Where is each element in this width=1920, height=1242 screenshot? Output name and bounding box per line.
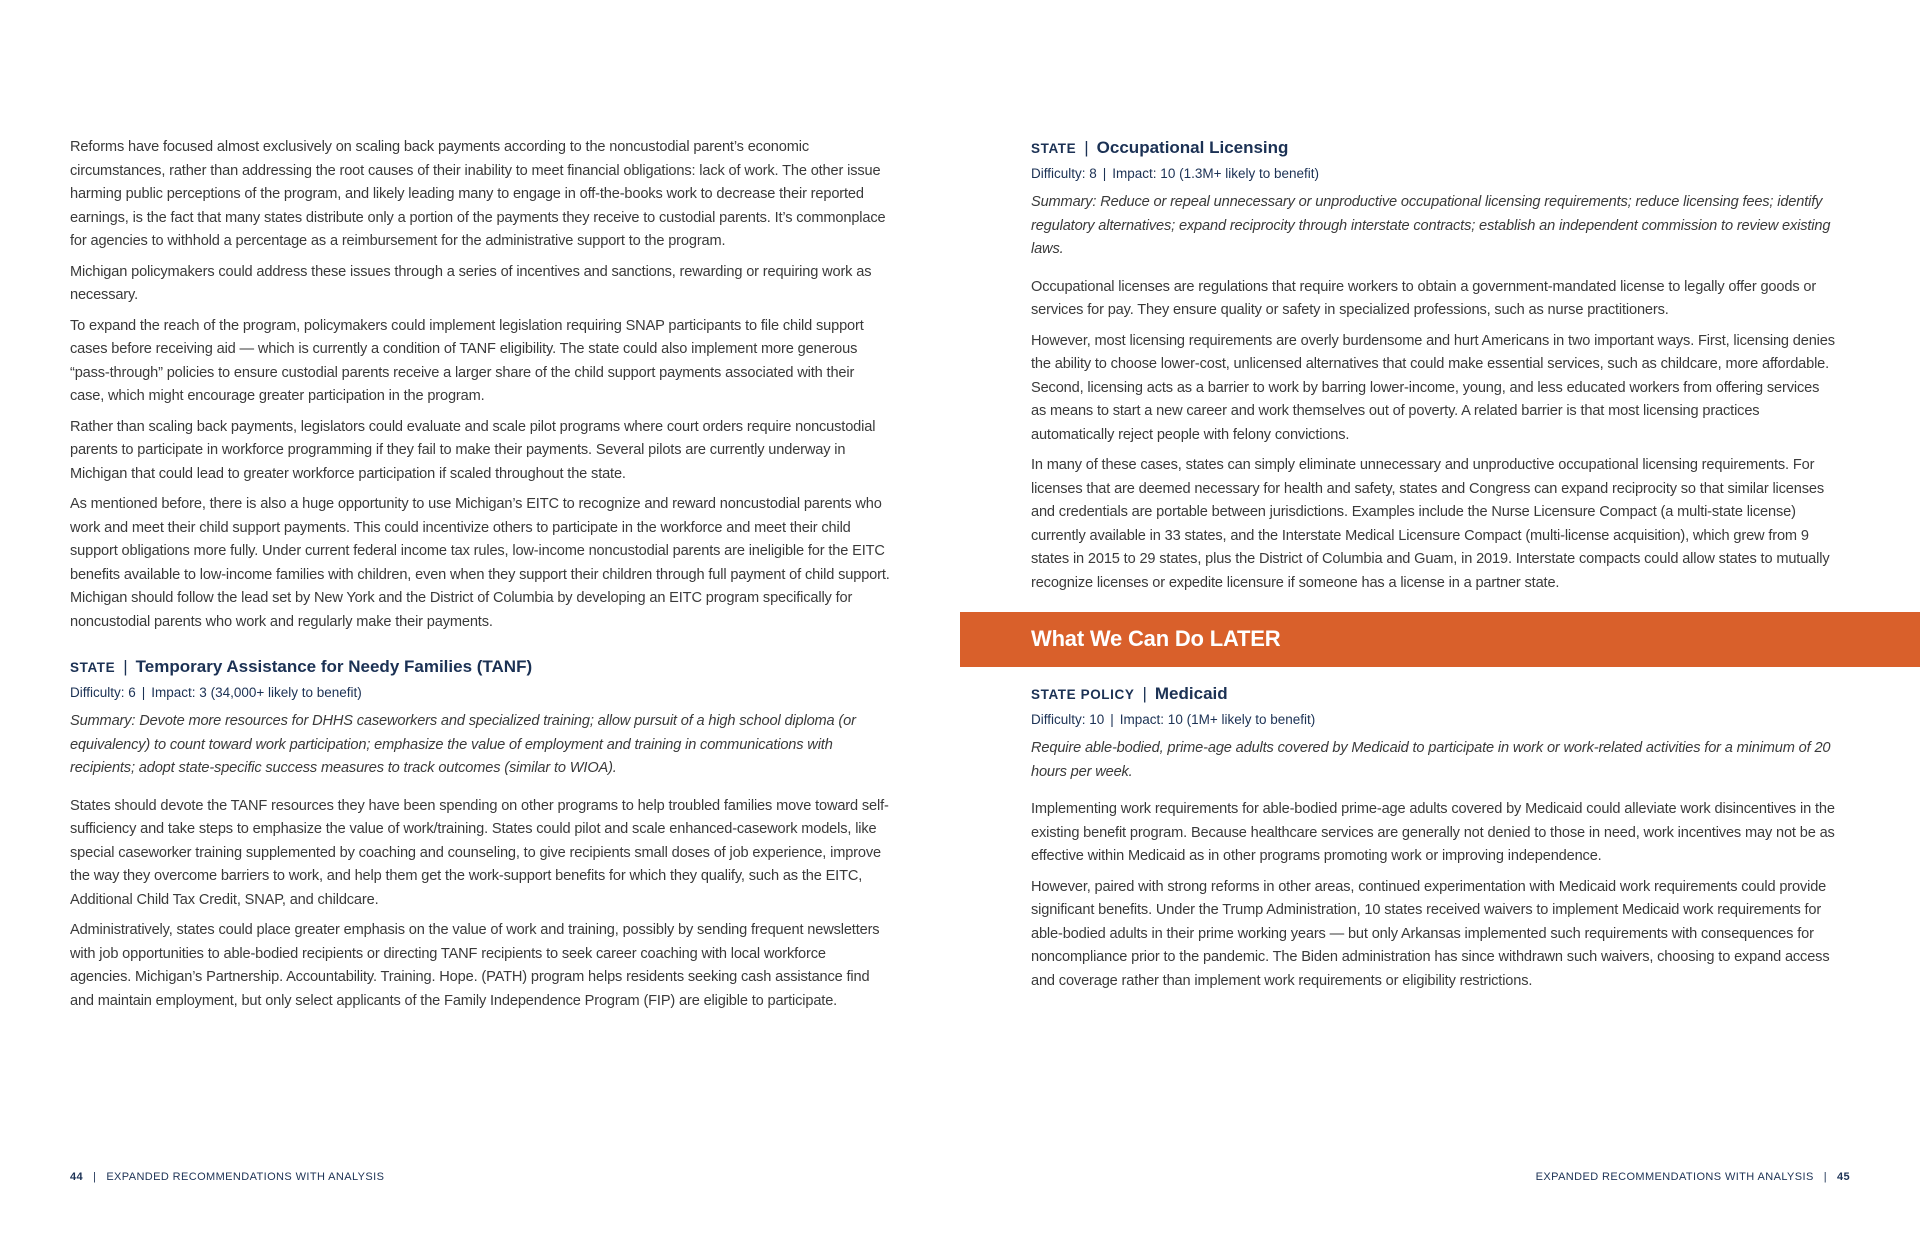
tanf-summary: Summary: Devote more resources for DHHS caseworkers and specialized training; allow pursuit of a high school diploma (or equivalency) to count toward work participation; emphasize the value of employment and training in communications with recipients; adopt state-specific success measures to track outcomes (similar to WIOA). bbox=[70, 713, 856, 776]
footer-section-label: EXPANDED RECOMMENDATIONS WITH ANALYSIS bbox=[1535, 1171, 1814, 1183]
impact-rating: Impact: 10 (1.3M+ likely to benefit) bbox=[1112, 166, 1320, 181]
section-kind-label: STATE POLICY bbox=[1031, 687, 1135, 702]
body-paragraph: Michigan policymakers could address these issues through a series of incentives and sanctions, rewarding or requiring work as necessary. bbox=[70, 263, 872, 303]
page-number: 45 bbox=[1836, 1171, 1850, 1183]
tanf-section-heading bbox=[70, 655, 890, 680]
licensing-metrics bbox=[1031, 163, 1837, 185]
metrics-separator: | bbox=[141, 685, 146, 700]
impact-rating: Impact: 3 (34,000+ likely to benefit) bbox=[151, 685, 362, 700]
section-banner bbox=[960, 612, 1920, 667]
section-title: Occupational Licensing bbox=[1096, 138, 1289, 157]
body-paragraph: Implementing work requirements for able-bodied prime-age adults covered by Medicaid could alleviate work disincentives in the existing benefit program. Because healthcare services are generally not denied to those in need, work incentives may not be as effective within Medicaid as in other programs promoting work or improving independence. bbox=[1031, 801, 1835, 864]
body-paragraph: Reforms have focused almost exclusively on scaling back payments according to the noncustodial parent’s economic circumstances, rather than addressing the root causes of their inability to meet financial obligations: lack of work. The other issue harming public perceptions of the program, and likely leading many to engage in off-the-books work to decrease their reported earnings, is the fact that many states distribute only a portion of the payments they receive to custodial parents. It’s commonplace for agencies to withhold a percentage as a reimbursement for the administrative support to the program. bbox=[70, 139, 886, 249]
body-paragraph: However, paired with strong reforms in other areas, continued experimentation with Medicaid work requirements could provide significant benefits. Under the Trump Administration, 10 states received waivers to implement Medicaid work requirements for able-bodied adults in their prime working years — but only Arkansas implemented such requirements with consequences for noncompliance prior to the pandemic. The Biden administration has since withdrawn such waivers, choosing to expand access and coverage rather than implement work requirements or eligibility restrictions. bbox=[1031, 878, 1830, 989]
right-page-footer bbox=[1536, 1170, 1850, 1184]
heading-separator: | bbox=[1084, 138, 1089, 157]
footer-separator: | bbox=[93, 1171, 97, 1183]
section-title: Temporary Assistance for Needy Families (TANF) bbox=[135, 657, 533, 676]
page-number: 44 bbox=[70, 1171, 84, 1183]
body-paragraph: However, most licensing requirements are overly burdensome and hurt Americans in two important ways. First, licensing denies the ability to choose lower-cost, unlicensed alternatives that could make essential services, such as childcare, more affordable. Second, licensing acts as a barrier to work by barring lower-income, young, and less educated workers from offering services as means to start a new career and work themselves out of poverty. A related barrier is that most licensing practices automatically reject people with felony convictions. bbox=[1031, 332, 1835, 443]
right-page-lower-column bbox=[1031, 682, 1837, 1000]
body-paragraph: To expand the reach of the program, policymakers could implement legislation requiring SNAP participants to file child support cases before receiving aid — which is currently a condition of TANF eligibility. The state could also implement more generous “pass-through” policies to ensure custodial parents receive a larger share of the child support payments associated with their case, which might encourage greater participation in the program. bbox=[70, 317, 864, 404]
body-paragraph: Administratively, states could place greater emphasis on the value of work and training, possibly by sending frequent newsletters with job opportunities to able-bodied recipients or directing TANF recipients to seek career coaching with local workforce agencies. Michigan’s Partnership. Accountability. Training. Hope. (PATH) program helps residents seeking cash assistance find and maintain employment, but only select applicants of the Family Independence Program (FIP) are eligible to participate. bbox=[70, 922, 880, 1009]
section-title: Medicaid bbox=[1154, 684, 1228, 703]
body-paragraph: Rather than scaling back payments, legislators could evaluate and scale pilot programs where court orders require noncustodial parents to participate in workforce programming if they fail to make their payments. Several pilots are currently underway in Michigan that could lead to greater workforce participation if scaled throughout the state. bbox=[70, 418, 876, 482]
medicaid-section-heading bbox=[1031, 682, 1837, 707]
metrics-separator: | bbox=[1110, 712, 1114, 727]
heading-separator: | bbox=[123, 657, 128, 676]
heading-separator: | bbox=[1142, 684, 1147, 703]
body-paragraph: Occupational licenses are regulations that require workers to obtain a government-mandated license to legally offer goods or services for pay. They ensure quality or safety in specialized professions, such as nurse practitioners. bbox=[1031, 278, 1817, 318]
footer-section-label: EXPANDED RECOMMENDATIONS WITH ANALYSIS bbox=[106, 1171, 385, 1183]
body-paragraph: In many of these cases, states can simply eliminate unnecessary and unproductive occupational licensing requirements. For licenses that are deemed necessary for health and safety, states and Congress can expand reciprocity so that similar licenses and credentials are portable between jurisdictions. Examples include the Nurse Licensure Compact (a multi-state license) currently available in 33 states, and the Interstate Medical Licensure Compact (multi-license acquisition), which grew from 9 states in 2015 to 29 states, plus the District of Columbia and Guam, in 2019. Interstate compacts could allow states to mutually recognize licenses or expedite licensure if someone has a license in a partner state. bbox=[1031, 457, 1830, 591]
body-paragraph: States should devote the TANF resources they have been spending on other programs to help troubled families move toward self-sufficiency and take steps to emphasize the value of work/training. States could pilot and scale enhanced-casework models, like special caseworker training supplemented by coaching and counseling, to give recipients small doses of job experience, improve the way they overcome barriers to work, and help them get the work-support benefits for which they qualify, such as the EITC, Additional Child Tax Credit, SNAP, and childcare. bbox=[70, 797, 889, 908]
right-page-column bbox=[1031, 136, 1837, 602]
impact-rating: Impact: 10 (1M+ likely to benefit) bbox=[1119, 712, 1316, 727]
section-kind-label: STATE bbox=[1031, 141, 1077, 156]
section-kind-label: STATE bbox=[70, 660, 116, 675]
medicaid-summary: Require able-bodied, prime-age adults covered by Medicaid to participate in work or work-related activities for a minimum of 20 hours per week. bbox=[1031, 740, 1831, 780]
body-paragraph: As mentioned before, there is also a huge opportunity to use Michigan’s EITC to recognize and reward noncustodial parents who work and meet their child support payments. This could incentivize others to participate in the workforce and meet their child support obligations more fully. Under current federal income tax rules, low-income noncustodial parents are ineligible for the EITC benefits available to low-income families with children, even when they support their children through full payment of child support. Michigan should follow the lead set by New York and the District of Columbia by developing an EITC program specifically for noncustodial parents who work and regularly make their payments. bbox=[70, 496, 890, 630]
difficulty-rating: Difficulty: 8 bbox=[1031, 166, 1097, 181]
medicaid-metrics bbox=[1031, 709, 1837, 731]
footer-separator: | bbox=[1823, 1171, 1827, 1183]
left-page-column bbox=[70, 136, 890, 1020]
banner-title: What We Can Do LATER bbox=[1031, 626, 1281, 651]
left-page-footer bbox=[70, 1170, 384, 1184]
licensing-summary: Summary: Reduce or repeal unnecessary or unproductive occupational licensing requirements; reduce licensing fees; identify regulatory alternatives; expand reciprocity through interstate contracts; establish an independent commission to review existing laws. bbox=[1031, 194, 1831, 257]
difficulty-rating: Difficulty: 6 bbox=[70, 685, 136, 700]
tanf-metrics bbox=[70, 682, 890, 704]
metrics-separator: | bbox=[1102, 166, 1107, 181]
difficulty-rating: Difficulty: 10 bbox=[1031, 712, 1105, 727]
licensing-section-heading bbox=[1031, 136, 1837, 161]
